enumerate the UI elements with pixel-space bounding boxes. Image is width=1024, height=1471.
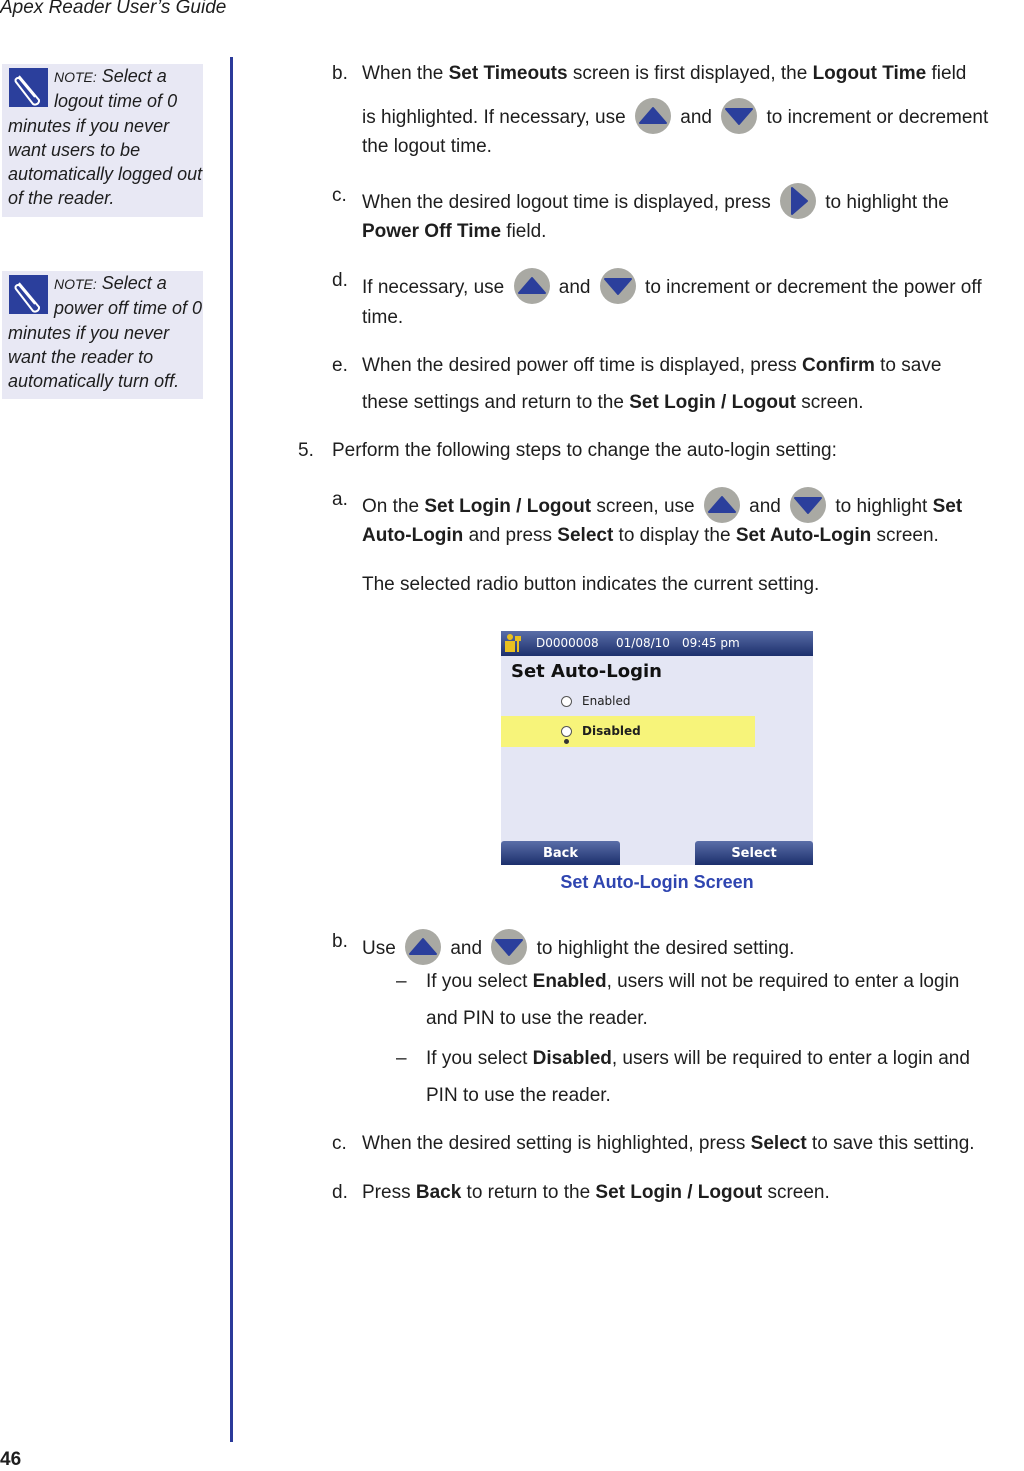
step-4d-line: time.	[362, 307, 404, 328]
status-bar	[501, 631, 813, 656]
step-marker: d.	[332, 1182, 348, 1203]
step-marker: b.	[332, 931, 348, 952]
step-4b-line: the logout time.	[362, 136, 492, 157]
dash-marker: –	[396, 971, 407, 992]
back-button[interactable]: Back	[501, 841, 620, 865]
radio-enabled[interactable]: Enabled	[501, 686, 755, 717]
step-marker: d.	[332, 270, 348, 291]
step-4c-line: Power Off Time field.	[362, 221, 547, 242]
radio-selected-icon	[561, 726, 572, 737]
note-text: Select a logout time of 0 minutes if you never want users to be automatically logged out of the reader.	[8, 66, 203, 209]
up-arrow-button-icon	[405, 929, 441, 965]
down-arrow-button-icon	[790, 487, 826, 523]
step-marker: c.	[332, 1133, 347, 1154]
radio-unselected-icon	[561, 696, 572, 707]
step-4e-line: these settings and return to the Set Login / Logout screen.	[362, 392, 864, 413]
note-label: NOTE:	[54, 69, 97, 85]
note-text: Select a power off time of 0 minutes if you never want the reader to automatically turn off.	[8, 273, 203, 392]
device-id: D0000008	[536, 636, 599, 650]
down-arrow-button-icon	[721, 98, 757, 134]
note-label: NOTE:	[54, 276, 97, 292]
step-5b-line: Use and to highlight the desired setting.	[362, 931, 794, 967]
step-4c-line: When the desired logout time is displayed, press to highlight the	[362, 185, 949, 221]
step-marker: b.	[332, 63, 348, 84]
margin-rule	[230, 57, 233, 1442]
up-arrow-button-icon	[514, 268, 550, 304]
down-arrow-button-icon	[600, 268, 636, 304]
step-marker: e.	[332, 355, 348, 376]
step-5-text: Perform the following steps to change the auto-login setting:	[332, 440, 837, 461]
step-4e-line: When the desired power off time is displayed, press Confirm to save	[362, 355, 942, 376]
down-arrow-button-icon	[491, 929, 527, 965]
up-arrow-button-icon	[704, 487, 740, 523]
bullet-line: PIN to use the reader.	[426, 1085, 611, 1106]
up-arrow-button-icon	[635, 98, 671, 134]
step-5c-line: When the desired setting is highlighted, press Select to save this setting.	[362, 1133, 975, 1154]
bullet-line: and PIN to use the reader.	[426, 1008, 648, 1029]
step-marker: c.	[332, 185, 347, 206]
paperclip-icon	[9, 68, 48, 107]
device-date: 01/08/10	[616, 636, 670, 650]
page-number: 46	[0, 1449, 22, 1470]
step-5a-line: The selected radio button indicates the current setting.	[362, 574, 820, 595]
device-time: 09:45 pm	[682, 636, 740, 650]
right-arrow-button-icon	[780, 183, 816, 219]
screen-title: Set Auto-Login	[511, 661, 662, 682]
step-marker: 5.	[298, 440, 314, 461]
figure-caption: Set Auto-Login Screen	[560, 872, 754, 892]
running-header: Apex Reader User’s Guide	[0, 0, 227, 18]
step-5d-line: Press Back to return to the Set Login / Logout screen.	[362, 1182, 830, 1203]
paperclip-icon	[9, 275, 48, 314]
select-button[interactable]: Select	[695, 841, 813, 865]
device-screen	[501, 631, 813, 865]
step-4d-line: If necessary, use and to increment or decrement the power off	[362, 270, 982, 306]
note-logout	[2, 64, 203, 217]
admin-user-icon	[504, 634, 524, 661]
note-power-off	[2, 271, 203, 399]
step-4b-line: is highlighted. If necessary, use and to increment or decrement	[362, 100, 988, 136]
step-4b-line: When the Set Timeouts screen is first displayed, the Logout Time field	[362, 63, 967, 84]
step-marker: a.	[332, 489, 348, 510]
step-5a-line: Auto-Login and press Select to display the Set Auto-Login screen.	[362, 525, 939, 546]
dash-marker: –	[396, 1048, 407, 1069]
bullet-line: If you select Disabled, users will be required to enter a login and	[426, 1048, 970, 1069]
step-5a-line: On the Set Login / Logout screen, use and to highlight Set	[362, 489, 962, 525]
radio-disabled[interactable]: Disabled	[501, 716, 755, 747]
bullet-line: If you select Enabled, users will not be required to enter a login	[426, 971, 960, 992]
